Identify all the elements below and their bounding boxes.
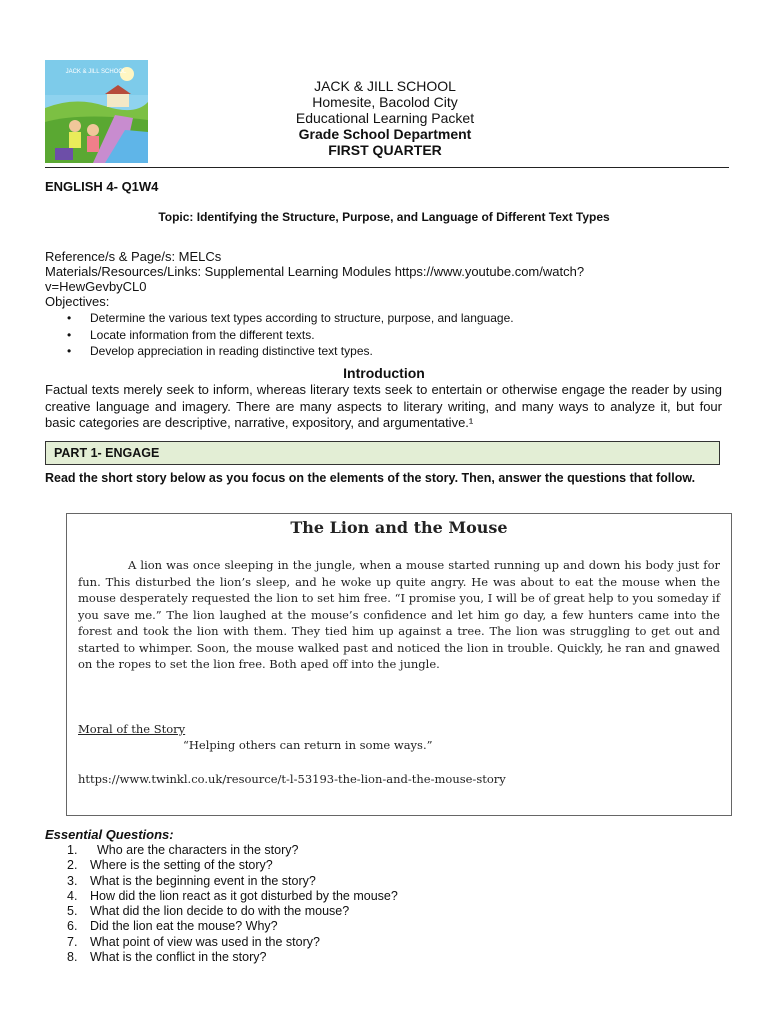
objective-item: • Determine the various text types according to structure, purpose, and language.: [45, 310, 705, 327]
school-logo-illustration: [45, 60, 148, 163]
materials: Materials/Resources/Links: Supplemental Learning Modules https://www.youtube.com/watch?v=HewGevbyCL0: [45, 264, 585, 294]
school-logo: [45, 60, 148, 163]
question-item: 2. Where is the setting of the story?: [67, 858, 273, 873]
part1-instruction: Read the short story below as you focus on the elements of the story. Then, answer the questions that follow.: [45, 471, 696, 485]
story-text: [78, 557, 720, 673]
question-item: 7. What point of view was used in the story?: [67, 934, 320, 949]
essential-questions-list: [45, 843, 685, 965]
school-name: JACK & JILL SCHOOL: [314, 78, 456, 94]
objectives-list: [45, 310, 705, 360]
logo-caption: JACK & JILL SCHOOL: [65, 69, 127, 75]
story-source-url: https://www.twinkl.co.uk/resource/t-l-53193-the-lion-and-the-mouse-story: [78, 772, 506, 786]
objective-item: • Develop appreciation in reading distinctive text types.: [45, 343, 705, 360]
header-divider: [45, 167, 729, 168]
question-item: 8. What is the conflict in the story?: [67, 950, 267, 965]
story-body: A lion was once sleeping in the jungle, when a mouse started running up and down his body just for fun. This disturbed the lion’s sleep, and he woke up quite angry. He was about to eat the mouse when the mouse desperately requested the lion to set him free. “I promise you, I will be of great help to you someday if you save me.” The lion laughed at the mouse’s confidence and let him go day, a few hunters came into the forest and took the lion with them. They tied him up against a tree. The lion was struggling to get out and started to whimper. Soon, the mouse walked past and noticed the lion in trouble. Quickly, he ran and gnawed on the ropes to set the lion free. Both aped off into the jungle.: [78, 558, 720, 671]
references: Reference/s & Page/s: MELCs: [45, 249, 222, 264]
story-box: [66, 513, 732, 816]
department: Grade School Department: [298, 126, 472, 142]
lesson-info: [45, 249, 725, 309]
part1-label: PART 1- ENGAGE: [54, 446, 160, 460]
question-item: 4. How did the lion react as it got disturbed by the mouse?: [67, 888, 398, 903]
question-item: 1. Who are the characters in the story?: [67, 843, 299, 857]
moral-text: “Helping others can return in some ways.”: [183, 738, 433, 752]
quarter: FIRST QUARTER: [328, 142, 442, 158]
question-item: 3. What is the beginning event in the story?: [67, 873, 316, 888]
essential-questions-title: Essential Questions:: [45, 827, 174, 842]
story-title: The Lion and the Mouse: [290, 518, 508, 537]
school-header: [230, 78, 540, 158]
introduction-title: Introduction: [343, 365, 425, 381]
school-location: Homesite, Bacolod City: [312, 94, 458, 110]
question-item: 6. Did the lion eat the mouse? Why?: [67, 919, 278, 934]
introduction-text: Factual texts merely seek to inform, whereas literary texts seek to entertain or otherwise engage the reader by using creative language and imagery. There are many aspects to literary writing, and many ways to analyze it, but four basic categories are descriptive, narrative, expository, and argumentative.¹: [45, 382, 722, 430]
part1-banner: [45, 441, 720, 465]
objectives-label: Objectives:: [45, 294, 110, 309]
objective-item: • Locate information from the different texts.: [45, 327, 705, 344]
subject-code: ENGLISH 4- Q1W4: [45, 179, 159, 194]
moral-label: Moral of the Story: [78, 722, 186, 736]
question-item: 5. What did the lion decide to do with the mouse?: [67, 904, 350, 919]
packet-title: Educational Learning Packet: [295, 110, 475, 126]
topic-heading: Topic: Identifying the Structure, Purpose, and Language of Different Text Types: [158, 210, 610, 224]
